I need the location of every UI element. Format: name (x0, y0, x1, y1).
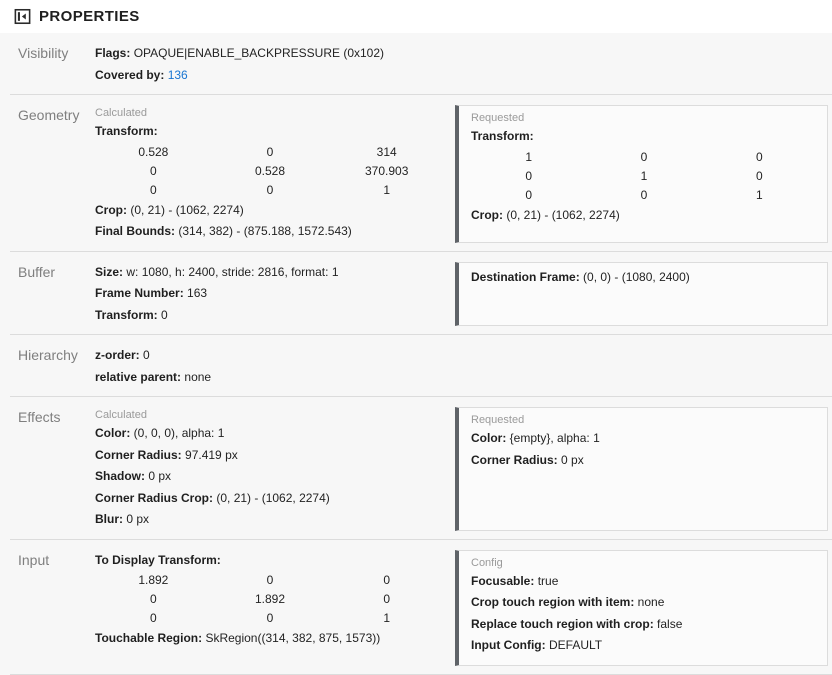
blur-label: Blur: (95, 512, 123, 526)
transform-label: Transform: (471, 129, 534, 143)
touchable-region-row (95, 628, 445, 650)
matrix-cell: 0 (266, 144, 274, 159)
blur-value: 0 px (126, 512, 150, 526)
color-row (471, 428, 817, 450)
geometry-calculated (95, 105, 445, 243)
corner-radius-crop-label: Corner Radius Crop: (95, 490, 214, 505)
matrix-cell: 0 (640, 187, 648, 202)
flags-label: Flags: (95, 46, 131, 60)
matrix-cell: 1 (525, 149, 532, 164)
calculated-tag: Calculated (95, 409, 147, 421)
matrix-cell: 1 (755, 187, 763, 202)
color-label: Color: (95, 426, 131, 440)
buffer-transform-label: Transform: (95, 307, 158, 322)
section-label-input: Input (18, 551, 50, 568)
size-value: w: 1080, h: 2400, stride: 2816, format: 1 (126, 264, 339, 279)
relative-parent-value: none (184, 369, 212, 384)
section-label-visibility: Visibility (18, 45, 69, 61)
destination-frame-row (471, 267, 817, 289)
section-buffer (10, 252, 832, 336)
touchable-region-value: SkRegion((314, 382, 875, 1573)) (205, 631, 381, 645)
corner-radius-value: 0 px (561, 452, 584, 467)
transform-row (95, 121, 445, 143)
matrix-cell: 0 (266, 573, 274, 587)
matrix-cell: 0 (149, 592, 157, 606)
buffer-requested-box (455, 262, 828, 327)
corner-radius-value: 97.419 px (185, 447, 238, 462)
focusable-value: true (537, 573, 559, 588)
covered-by-label: Covered by: (95, 67, 165, 82)
size-label: Size: (95, 264, 124, 279)
frame-number-value: 163 (187, 286, 208, 300)
input-config-value: DEFAULT (548, 638, 603, 652)
page-title: PROPERTIES (39, 8, 140, 25)
corner-radius-label: Corner Radius: (95, 447, 182, 462)
focusable-label: Focusable: (471, 573, 535, 588)
focusable-row (471, 571, 817, 593)
matrix-cell: 1 (640, 168, 648, 183)
matrix-cell: 0 (525, 168, 532, 183)
corner-radius-label: Corner Radius: (471, 452, 558, 467)
relative-parent-label: relative parent: (95, 369, 182, 384)
matrix-cell: 370.903 (364, 163, 409, 178)
replace-touch-region-label: Replace touch region with crop: (471, 616, 654, 631)
requested-tag: Requested (471, 414, 525, 426)
matrix-cell: 0 (755, 149, 763, 164)
geometry-requested-box (455, 105, 828, 243)
frame-number-row (95, 283, 445, 305)
left-panel-close-icon[interactable] (13, 7, 32, 26)
section-geometry (10, 95, 832, 252)
crop-row (471, 205, 817, 227)
requested-tag: Requested (471, 112, 525, 124)
input-config-row (471, 635, 817, 657)
matrix-cell: 0 (755, 168, 763, 183)
matrix-cell: 0 (149, 611, 157, 625)
replace-touch-region-row (471, 614, 817, 636)
transform-row (471, 126, 817, 148)
config-tag: Config (471, 556, 503, 569)
color-row (95, 423, 445, 445)
destination-frame-label: Destination Frame: (471, 269, 580, 284)
matrix-cell: 1.892 (254, 592, 286, 606)
matrix-cell: 0.528 (138, 144, 169, 159)
crop-touch-region-row (471, 592, 817, 614)
crop-label: Crop: (471, 207, 503, 222)
blur-row (95, 509, 445, 531)
matrix-cell: 1 (383, 611, 391, 625)
transform-label: Transform: (95, 124, 158, 138)
matrix-cell: 0 (266, 611, 274, 625)
section-label-geometry: Geometry (18, 107, 80, 123)
section-hierarchy (10, 335, 832, 397)
matrix-cell: 0.528 (254, 163, 286, 178)
crop-touch-region-value: none (637, 595, 665, 609)
section-input (10, 540, 832, 675)
buffer-properties (95, 262, 445, 327)
final-bounds-value: (314, 382) - (875.188, 1572.543) (178, 224, 352, 238)
crop-row (95, 200, 445, 222)
to-display-transform-matrix (95, 571, 445, 628)
replace-touch-region-value: false (657, 616, 683, 631)
touchable-region-label: Touchable Region: (95, 631, 203, 645)
corner-radius-crop-row (95, 488, 445, 510)
z-order-value: 0 (143, 348, 150, 362)
color-label: Color: (471, 431, 507, 445)
matrix-cell: 0 (640, 149, 648, 164)
matrix-cell: 0 (149, 182, 157, 197)
section-label-effects: Effects (18, 409, 61, 425)
buffer-transform-row (95, 305, 445, 327)
shadow-label: Shadow: (95, 469, 145, 483)
matrix-cell: 0 (383, 573, 391, 587)
properties-header (0, 0, 832, 33)
z-order-label: z-order: (95, 348, 140, 362)
corner-radius-crop-value: (0, 21) - (1062, 2274) (216, 490, 330, 505)
hierarchy-properties (95, 345, 832, 388)
flags-value: OPAQUE|ENABLE_BACKPRESSURE (0x102) (133, 46, 385, 60)
effects-calculated (95, 407, 445, 531)
to-display-transform-label: To Display Transform: (95, 552, 221, 567)
covered-by-link[interactable]: 136 (167, 67, 188, 82)
crop-value: (0, 21) - (1062, 2274) (130, 202, 244, 217)
size-row (95, 262, 445, 284)
final-bounds-row (95, 221, 445, 243)
effects-requested-box (455, 407, 828, 531)
covered-by-row (95, 65, 832, 87)
calculated-transform-matrix (95, 143, 445, 200)
crop-value: (0, 21) - (1062, 2274) (506, 207, 620, 222)
calculated-tag: Calculated (95, 107, 147, 119)
input-config-label: Input Config: (471, 638, 546, 652)
destination-frame-value: (0, 0) - (1080, 2400) (583, 269, 690, 284)
section-label-buffer: Buffer (18, 263, 56, 280)
crop-label: Crop: (95, 202, 127, 217)
matrix-cell: 0 (525, 187, 532, 202)
z-order-row (95, 345, 832, 367)
frame-number-label: Frame Number: (95, 286, 184, 300)
color-value: {empty}, alpha: 1 (509, 431, 600, 445)
relative-parent-row (95, 367, 832, 389)
section-visibility (10, 33, 832, 95)
buffer-transform-value: 0 (161, 307, 168, 322)
flags-row (95, 43, 832, 65)
final-bounds-label: Final Bounds: (95, 224, 175, 238)
matrix-cell: 0 (266, 182, 274, 197)
section-label-hierarchy: Hierarchy (18, 347, 78, 363)
requested-transform-matrix (471, 148, 817, 205)
corner-radius-row (95, 445, 445, 467)
color-value: (0, 0, 0), alpha: 1 (133, 426, 225, 440)
matrix-cell: 0 (383, 592, 391, 606)
visibility-properties (95, 43, 832, 86)
shadow-row (95, 466, 445, 488)
section-effects (10, 397, 832, 540)
matrix-cell: 0 (149, 163, 157, 178)
shadow-value: 0 px (148, 469, 172, 483)
matrix-cell: 1 (383, 182, 391, 197)
corner-radius-row (471, 450, 817, 472)
input-config-box (455, 550, 828, 666)
input-calculated (95, 550, 445, 666)
matrix-cell: 1.892 (138, 573, 169, 587)
to-display-transform-row (95, 550, 445, 572)
crop-touch-region-label: Crop touch region with item: (471, 595, 635, 609)
matrix-cell: 314 (376, 144, 397, 159)
